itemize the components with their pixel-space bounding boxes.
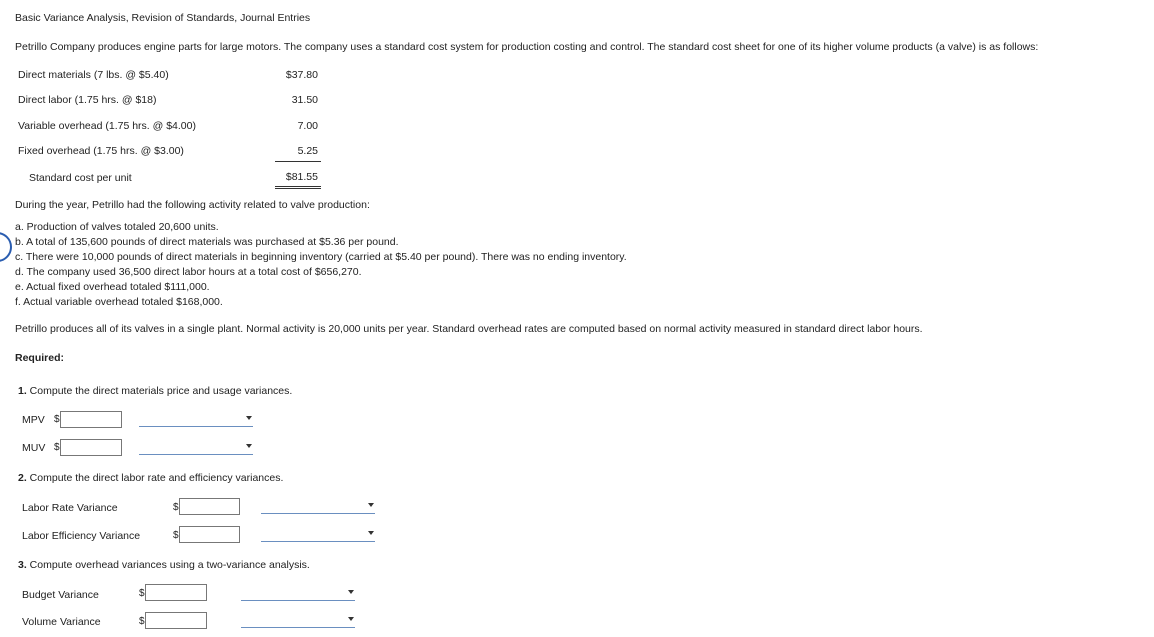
budget-variance-label: Budget Variance: [22, 589, 99, 601]
activity-item: b. A total of 135,600 pounds of direct materials was purchased at $5.36 per pound.: [15, 236, 399, 248]
labor-efficiency-favorability-select[interactable]: [261, 528, 375, 542]
question-2: [18, 472, 283, 484]
question-text: Compute the direct materials price and usage variances.: [26, 385, 293, 397]
labor-efficiency-label: Labor Efficiency Variance: [22, 530, 141, 542]
activity-item: d. The company used 36,500 direct labor hours at a total cost of $656,270.: [15, 266, 362, 278]
question-number: 1.: [18, 385, 27, 397]
question-text: Compute overhead variances using a two-variance analysis.: [26, 559, 310, 571]
activity-item: c. There were 10,000 pounds of direct materials in beginning inventory (carried at $5.40 per pound). There was no ending inventory.: [15, 251, 627, 263]
labor-rate-favorability-select[interactable]: [261, 500, 375, 514]
labor-rate-label: Labor Rate Variance: [22, 502, 118, 514]
focus-ring-marker: [0, 232, 12, 262]
subtotal-rule: [275, 161, 321, 162]
cost-row-label: Variable overhead (1.75 hrs. @ $4.00): [18, 120, 196, 132]
cost-row-amount: 5.25: [297, 145, 318, 157]
question-number: 3.: [18, 559, 27, 571]
muv-label: MUV: [22, 442, 46, 454]
volume-variance-favorability-select[interactable]: [241, 614, 355, 628]
dollar-sign: $: [139, 616, 145, 627]
budget-variance-favorability-select[interactable]: [241, 587, 355, 601]
total-double-rule: [275, 186, 321, 187]
muv-amount-input[interactable]: [60, 439, 122, 456]
mpv-favorability-select[interactable]: [139, 413, 253, 427]
labor-efficiency-amount-input[interactable]: [179, 526, 240, 543]
volume-variance-amount-input[interactable]: [145, 612, 207, 629]
activity-intro: During the year, Petrillo had the following activity related to valve production:: [15, 199, 370, 211]
dollar-sign: $: [139, 588, 145, 599]
chevron-down-icon: [246, 444, 252, 448]
cost-row-label: Direct materials (7 lbs. @ $5.40): [18, 69, 169, 81]
question-1: [18, 385, 292, 397]
chevron-down-icon: [348, 590, 354, 594]
muv-favorability-select[interactable]: [139, 441, 253, 455]
mpv-amount-input[interactable]: [60, 411, 122, 428]
question-text: Compute the direct labor rate and efficiency variances.: [26, 472, 284, 484]
cost-row-label: Direct labor (1.75 hrs. @ $18): [18, 94, 157, 106]
activity-item: a. Production of valves totaled 20,600 units.: [15, 221, 219, 233]
required-heading: Required:: [15, 352, 65, 364]
chevron-down-icon: [368, 503, 374, 507]
cost-row-amount: $37.80: [285, 69, 318, 81]
cost-row-amount: 7.00: [297, 120, 318, 132]
dollar-sign: $: [54, 442, 60, 453]
activity-item: f. Actual variable overhead totaled $168,000.: [15, 296, 223, 308]
standard-cost-label: Standard cost per unit: [29, 172, 132, 184]
chevron-down-icon: [348, 617, 354, 621]
volume-variance-label: Volume Variance: [22, 616, 101, 628]
normal-activity-paragraph: Petrillo produces all of its valves in a single plant. Normal activity is 20,000 units per year. Standard overhead rates are computed based on normal activity measured in standard direct labor hours.: [15, 323, 923, 335]
question-number: 2.: [18, 472, 27, 484]
cost-row-amount: 31.50: [291, 94, 318, 106]
question-3: [18, 559, 310, 571]
intro-paragraph: Petrillo Company produces engine parts for large motors. The company uses a standard cost system for production costing and control. The standard cost sheet for one of its higher volume products (a valve) is as follows:: [15, 41, 1039, 53]
mpv-label: MPV: [22, 414, 45, 426]
total-double-rule: [275, 188, 321, 189]
dollar-sign: $: [173, 530, 179, 541]
chevron-down-icon: [368, 531, 374, 535]
dollar-sign: $: [54, 414, 60, 425]
standard-cost-amount: $81.55: [285, 171, 318, 183]
cost-row-label: Fixed overhead (1.75 hrs. @ $3.00): [18, 145, 184, 157]
labor-rate-amount-input[interactable]: [179, 498, 240, 515]
dollar-sign: $: [173, 502, 179, 513]
budget-variance-amount-input[interactable]: [145, 584, 207, 601]
activity-item: e. Actual fixed overhead totaled $111,000.: [15, 281, 210, 293]
chevron-down-icon: [246, 416, 252, 420]
page-title: Basic Variance Analysis, Revision of Standards, Journal Entries: [15, 12, 311, 24]
